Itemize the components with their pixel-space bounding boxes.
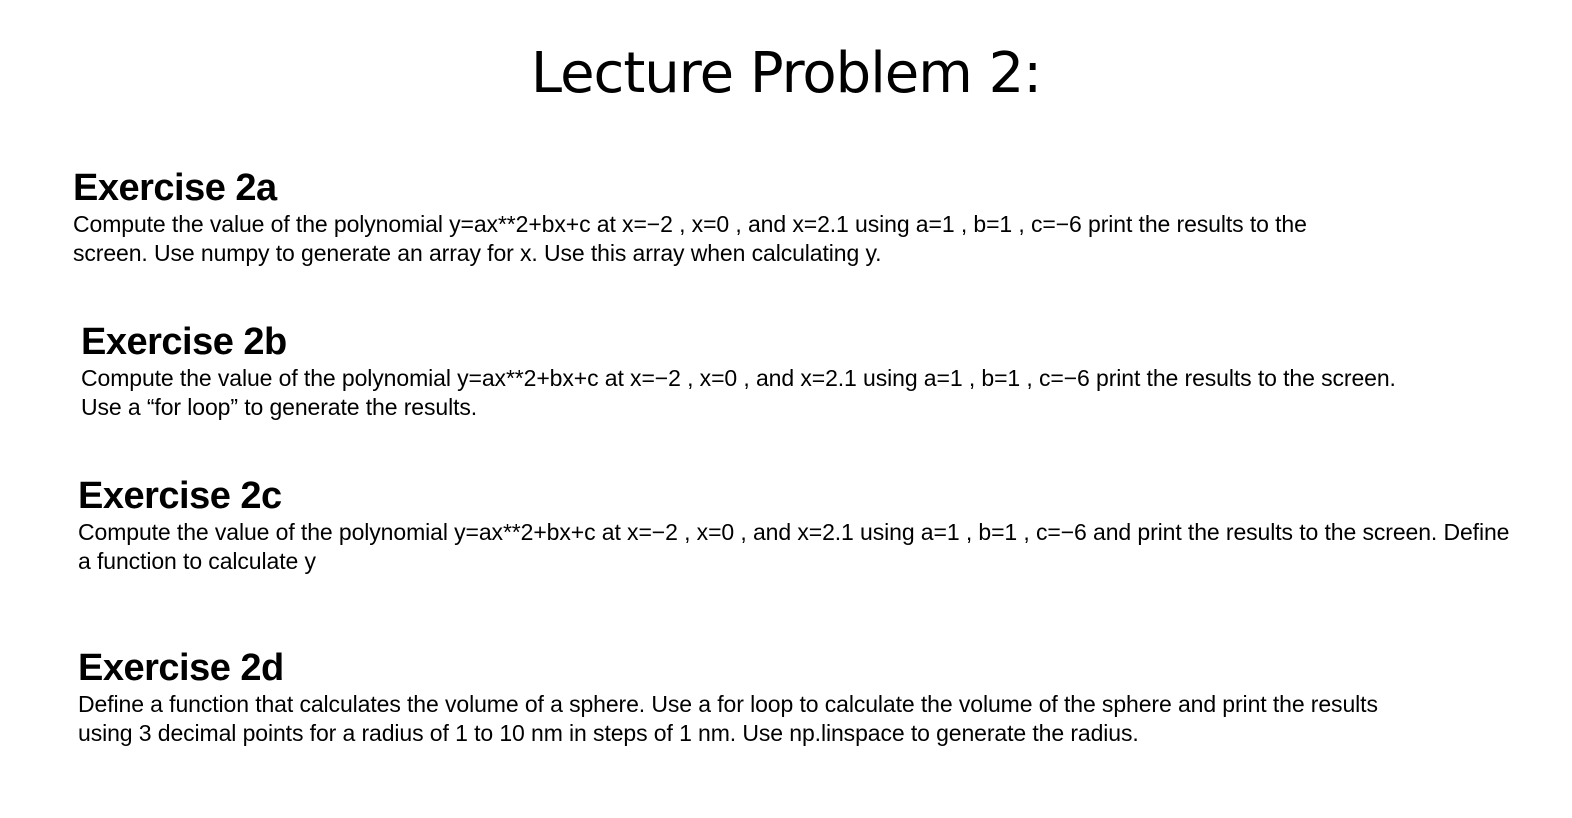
exercise-description: Compute the value of the polynomial y=ax**2+bx+c at x=−2 , x=0 , and x=2.1 using a=1 , b=1 , c=−6 print the results to the screen. Use numpy to generate an array for x. Use this array when calculating y.: [73, 211, 1307, 266]
exercise-heading: Exercise 2b: [81, 321, 287, 363]
exercise-2c: [78, 474, 1518, 576]
exercise-2a: [73, 166, 1323, 268]
exercise-heading: Exercise 2d: [78, 647, 284, 689]
exercise-description: Define a function that calculates the volume of a sphere. Use a for loop to calculate the volume of the sphere and print the results using 3 decimal points for a radius of 1 to 10 nm in steps of 1 nm. Use np.linspace to generate the radius.: [78, 691, 1378, 746]
exercise-heading: Exercise 2a: [73, 167, 277, 209]
exercise-description: Compute the value of the polynomial y=ax**2+bx+c at x=−2 , x=0 , and x=2.1 using a=1 , b=1 , c=−6 print the results to the screen. Use a “for loop” to generate the results.: [81, 365, 1396, 420]
exercise-description: Compute the value of the polynomial y=ax**2+bx+c at x=−2 , x=0 , and x=2.1 using a=1 , b=1 , c=−6 and print the results to the screen. Define a function to calculate y: [78, 519, 1510, 574]
slide-title: Lecture Problem 2:: [530, 41, 1042, 106]
exercise-2b: [81, 320, 1401, 422]
exercise-2d: [78, 646, 1408, 748]
exercise-heading: Exercise 2c: [78, 475, 282, 517]
